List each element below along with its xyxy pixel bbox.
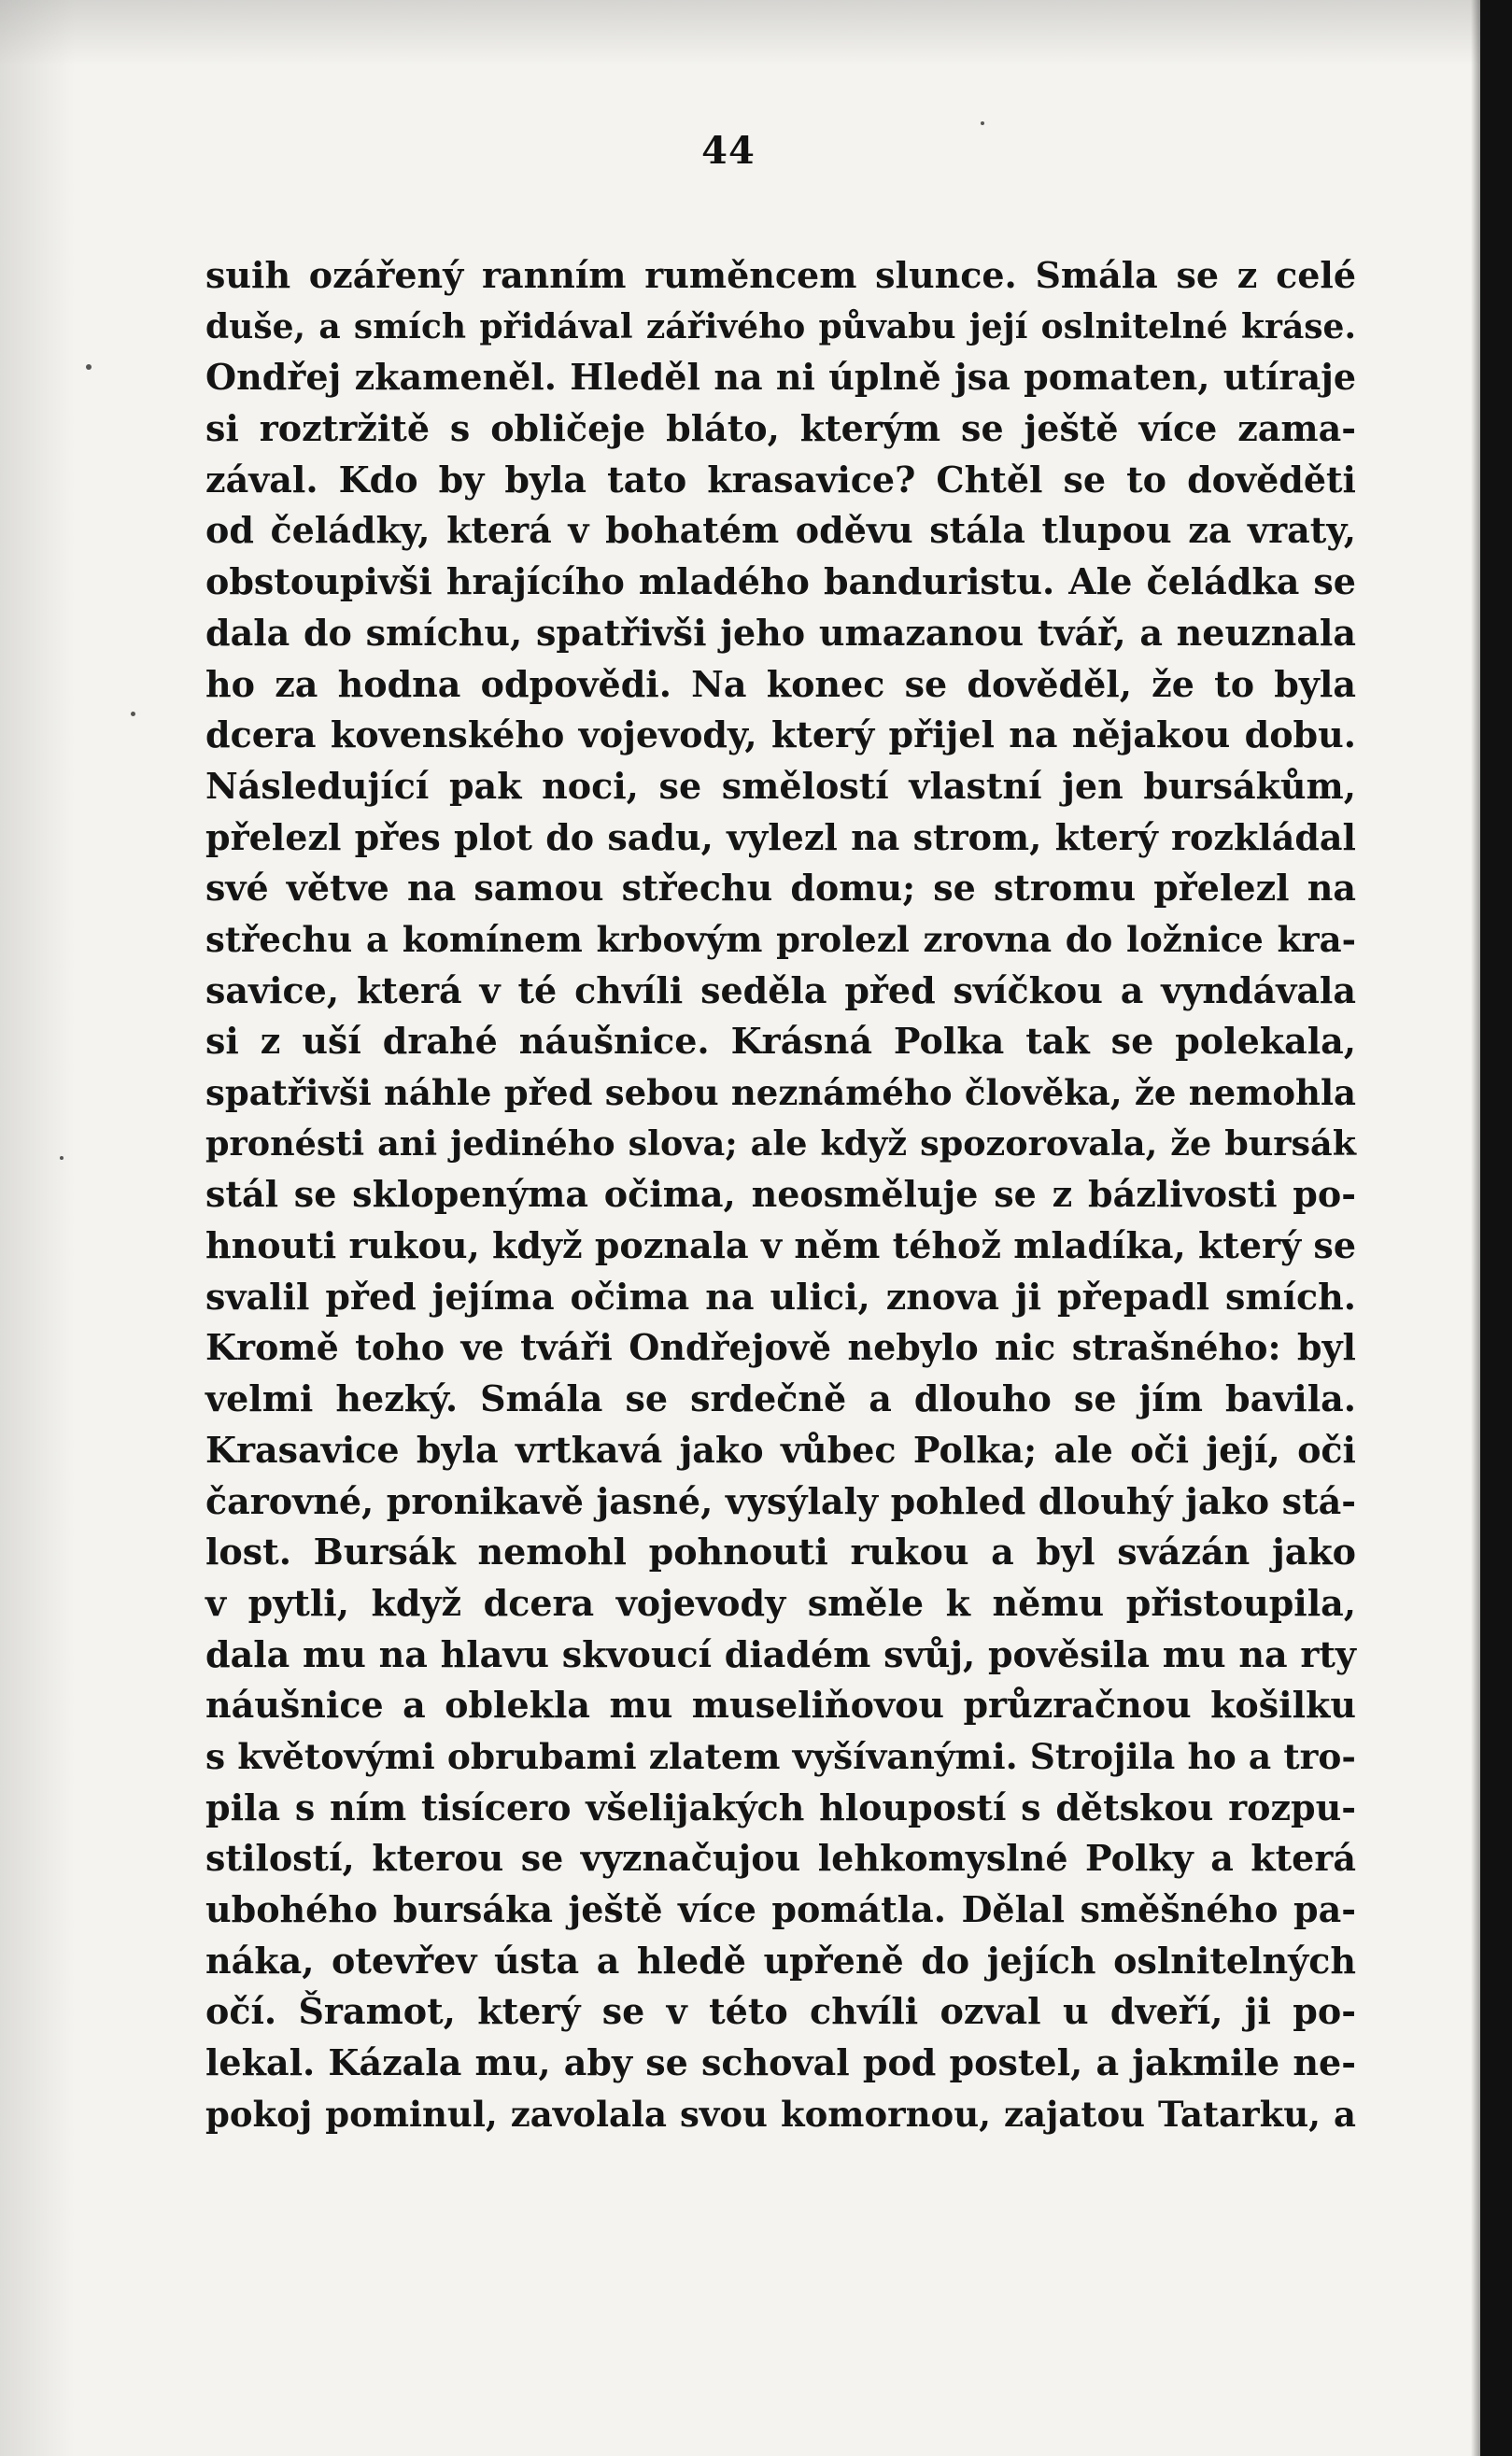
text-line: pila s ním tisícero všelijakých hloupostí s dětskou rozpu- xyxy=(205,1786,1356,1828)
text-line: přelezl přes plot do sadu, vylezl na strom, který rozkládal xyxy=(205,815,1356,858)
text-line: Kromě toho ve tváři Ondřejově nebylo nic strašného: byl xyxy=(205,1326,1356,1369)
text-line: ho za hodna odpovědi. Na konec se dověděl, že to byla xyxy=(205,662,1356,705)
text-line: si z uší drahé náušnice. Krásná Polka tak se polekala, xyxy=(205,1020,1356,1063)
text-line: náka, otevřev ústa a hledě upřeně do jejích oslnitelných xyxy=(205,1939,1356,1982)
text-line: hnouti rukou, když poznala v něm téhož mladíka, který se xyxy=(205,1224,1356,1267)
text-line: stál se sklopenýma očima, neosměluje se z bázlivosti po- xyxy=(205,1173,1356,1216)
text-line: pronésti ani jediného slova; ale když spozorovala, že bursák xyxy=(205,1122,1356,1164)
text-line: s květovými obrubami zlatem vyšívanými. Strojila ho a tro- xyxy=(205,1735,1356,1777)
scan-shadow-top xyxy=(0,0,1512,65)
text-line: si roztržitě s obličeje bláto, kterým se ještě více zama- xyxy=(205,407,1356,450)
body-text xyxy=(205,250,1356,2139)
text-line: dala mu na hlavu skvoucí diadém svůj, pověsila mu na rty xyxy=(205,1632,1356,1675)
text-line: střechu a komínem krbovým prolezl zrovna do ložnice kra- xyxy=(205,918,1356,960)
text-line: Následující pak noci, se smělostí vlastní jen bursákům, xyxy=(205,764,1356,807)
text-line: čarovné, pronikavě jasné, vysýlaly pohled dlouhý jako stá- xyxy=(205,1479,1356,1522)
text-line: ubohého bursáka ještě více pomátla. Dělal směšného pa- xyxy=(205,1888,1356,1930)
text-line: svalil před jejíma očima na ulici, znova ji přepadl smích. xyxy=(205,1275,1356,1318)
text-line: duše, a smích přidával zářivého půvabu její oslnitelné kráse. xyxy=(205,306,1356,346)
speck xyxy=(131,712,135,716)
speck xyxy=(86,364,92,370)
text-line: lekal. Kázala mu, aby se schoval pod postel, a jakmile ne- xyxy=(205,2041,1356,2084)
speck xyxy=(60,1156,64,1160)
text-line: Ondřej zkameněl. Hleděl na ni úplně jsa pomaten, utíraje xyxy=(205,356,1356,399)
scan-border-right xyxy=(1480,0,1512,2456)
text-line: suih ozářený ranním ruměncem slunce. Smála se z celé xyxy=(205,254,1356,296)
scan-shadow-right xyxy=(1471,0,1480,2456)
text-line: v pytli, když dcera vojevody směle k němu přistoupila, xyxy=(205,1581,1356,1624)
text-line: lost. Bursák nemohl pohnouti rukou a byl svázán jako xyxy=(205,1531,1356,1574)
text-line: velmi hezký. Smála se srdečně a dlouho se jím bavila. xyxy=(205,1377,1356,1420)
text-line: zával. Kdo by byla tato krasavice? Chtěl se to dověděti xyxy=(205,458,1356,501)
text-line: Krasavice byla vrtkavá jako vůbec Polka; ale oči její, oči xyxy=(205,1428,1356,1471)
text-line: od čeládky, která v bohatém oděvu stála tlupou za vraty, xyxy=(205,509,1356,552)
text-line: spatřivši náhle před sebou neznámého člověka, že nemohla xyxy=(205,1072,1356,1113)
text-line: očí. Šramot, který se v této chvíli ozval u dveří, ji po- xyxy=(205,1990,1356,2033)
scan-shadow-left xyxy=(0,0,75,2456)
page-number: 44 xyxy=(701,129,756,173)
speck xyxy=(981,121,984,125)
text-line: obstoupivši hrajícího mladého banduristu. Ale čeládka se xyxy=(205,560,1356,603)
text-line: dcera kovenského vojevody, který přijel na nějakou dobu. xyxy=(205,713,1356,756)
text-line: své větve na samou střechu domu; se stromu přelezl na xyxy=(205,867,1356,910)
text-line: pokoj pominul, zavolala svou komornou, zajatou Tatarku, a xyxy=(205,2093,1356,2135)
text-line: náušnice a oblekla mu museliňovou průzračnou košilku xyxy=(205,1684,1356,1727)
text-line: savice, která v té chvíli seděla před svíčkou a vyndávala xyxy=(205,968,1356,1011)
text-line: stilostí, kterou se vyznačujou lehkomyslné Polky a která xyxy=(205,1837,1356,1880)
text-line: dala do smíchu, spatřivši jeho umazanou tvář, a neuznala xyxy=(205,611,1356,654)
